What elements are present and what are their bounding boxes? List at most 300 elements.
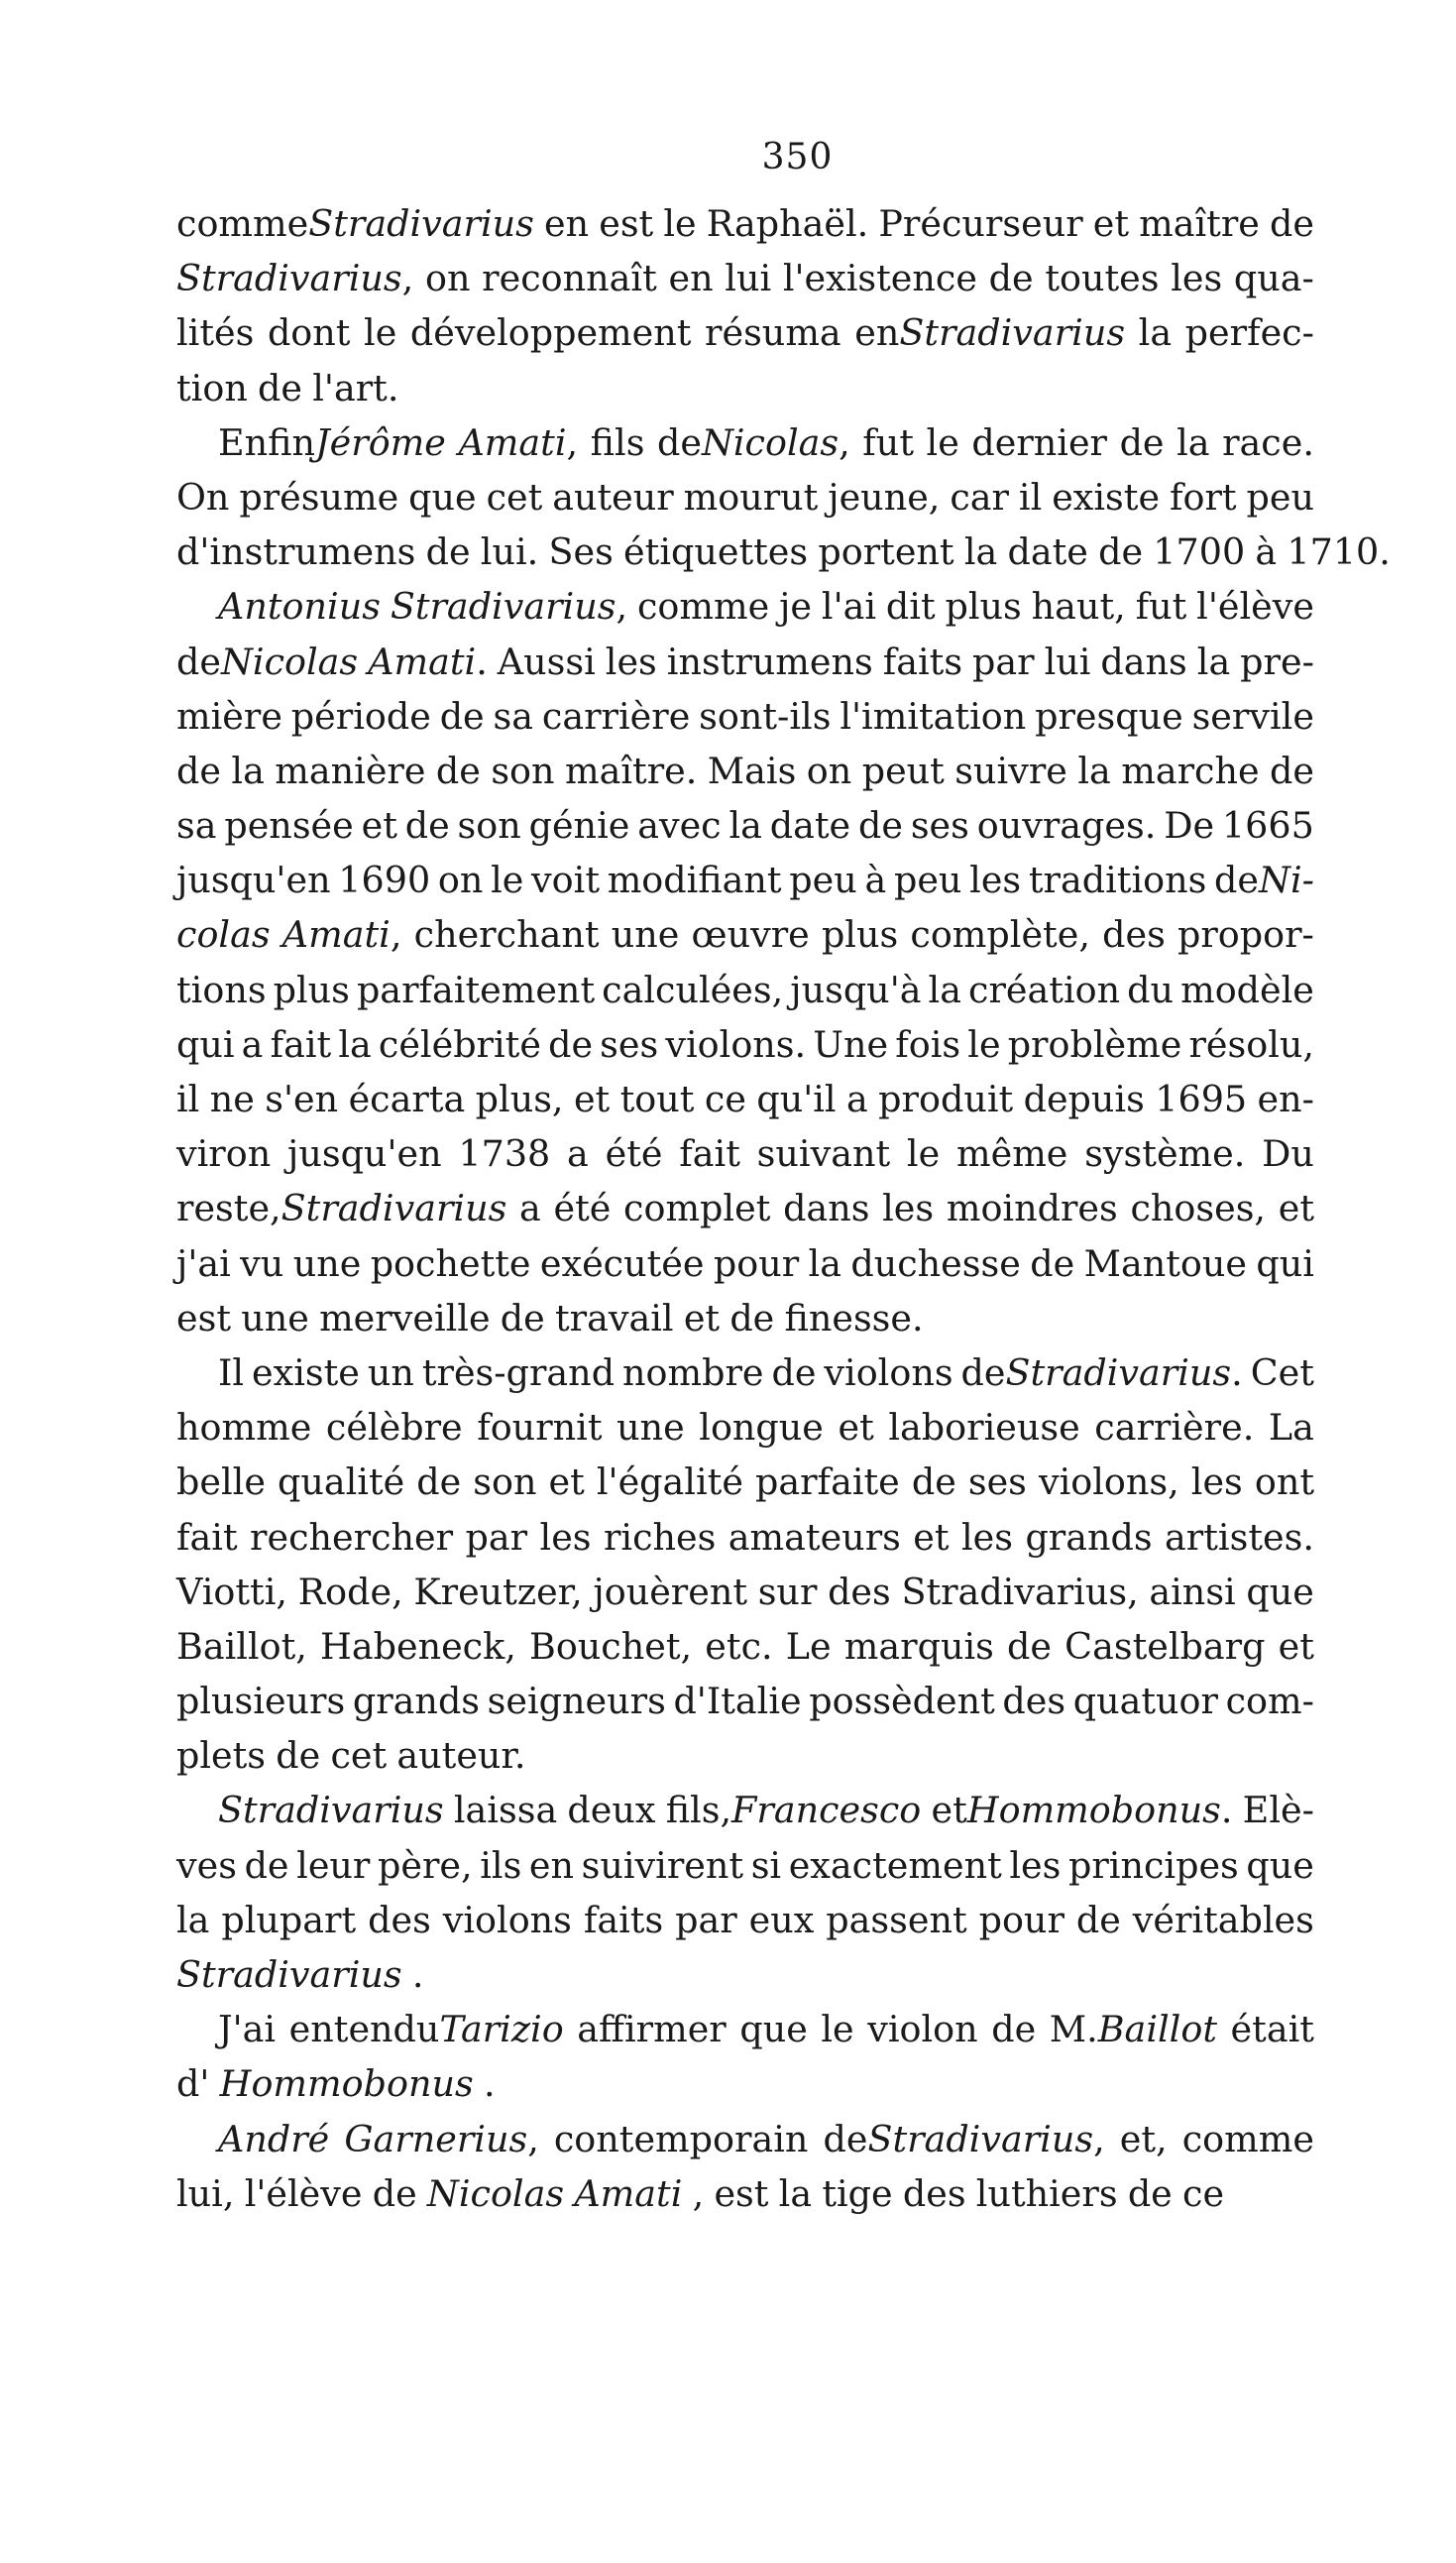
text-line [176,1728,1314,1783]
word: a [846,1078,868,1120]
word: si [750,1843,782,1887]
word: de [911,1460,956,1504]
word: , [390,913,402,957]
word: la [778,2171,813,2215]
word: de [858,804,903,848]
word: exactement [788,1843,1002,1887]
word: viron [176,1132,272,1176]
word: entendu [288,2008,440,2051]
word: auteur. [396,1734,526,1778]
word: Stradivarius [280,1187,507,1230]
word: l'existence [782,257,977,300]
word: des [828,1570,891,1613]
text-line [176,1838,1314,1893]
word: carrière [541,694,691,738]
word [961,1345,1243,1400]
word: sur [757,1570,818,1613]
word: auteur [552,475,674,519]
word: modifiant [607,859,782,902]
word: mière [176,694,282,738]
text-line [176,2166,1314,2221]
word: ont [1254,1460,1314,1504]
word: lités [176,311,255,355]
word: , [527,2117,539,2160]
word: carrière. [1094,1406,1255,1450]
word [657,421,839,464]
word: fois [895,1022,961,1066]
word: et [573,1078,611,1120]
text-line [176,1947,1314,2002]
word: lui. [480,530,539,574]
word: cet [330,1734,388,1778]
word: son [491,749,555,792]
word: Amati [368,640,477,683]
word: et [838,1406,874,1450]
word: l'égalité [596,1460,743,1504]
word [1050,2002,1217,2056]
word [1214,853,1314,907]
word: de [656,420,702,464]
word: parfaite [754,1460,900,1504]
word: , [566,420,579,464]
text-line [176,305,1314,360]
word: belle [176,1460,266,1504]
word: Francesco [731,1789,922,1832]
word: cherchant [413,913,600,957]
word: reconnaît [482,257,657,300]
word: une [611,913,680,957]
word: période [290,694,431,738]
word: Nicolas [701,420,840,464]
word: contemporain [553,2117,809,2160]
word: faits [882,640,963,683]
word: problème [1007,1022,1182,1066]
word: pre- [1240,640,1314,683]
word: , [616,585,628,629]
text-line [176,1783,1314,1837]
word: principes [1067,1843,1239,1887]
word: étiquettes [623,530,809,574]
word: de [1270,749,1314,792]
word: com- [1225,1680,1314,1723]
word: développement [409,311,692,355]
word: par [465,1515,528,1559]
word: suivant [756,1132,891,1176]
word: son [457,804,521,848]
word: perfec- [1184,311,1314,355]
word [823,2118,1093,2160]
text-line [176,2112,1314,2166]
word: comme [1181,2117,1314,2160]
word: l'élève [244,2171,363,2215]
word: voit [531,859,600,902]
text-line [176,1236,1314,1291]
word: violons [442,1898,572,1941]
word: d'instrumens [176,530,416,574]
word: tout [619,1078,695,1120]
word: le [967,1022,1001,1066]
word: son [473,1460,537,1504]
word: les [961,1515,1014,1559]
word: on [437,859,484,902]
text-line [176,251,1314,305]
word: et [931,1789,967,1832]
word: en [528,1843,575,1887]
word: Stradivarius [176,257,402,300]
word: d' [176,2062,210,2106]
word: eux [748,1898,815,1941]
word [391,579,627,634]
word: plupart [221,1898,357,1941]
text-line [176,1455,1314,1509]
word: le [364,311,397,355]
word: complète, [910,913,1090,957]
word: ils [480,1843,522,1887]
word: , [692,2171,705,2215]
word: de [823,2117,868,2160]
word: véritables [1132,1898,1314,1941]
word: l'art. [312,366,399,409]
word: suivre [954,749,1067,792]
word: un [367,1350,414,1394]
word: que [1246,1843,1314,1887]
word [931,1783,1232,1837]
word: de [439,694,485,738]
word: portent [818,530,954,574]
word: presque [1035,694,1183,738]
word: de [1214,859,1260,902]
word: génie [528,804,630,848]
word: les [1171,257,1223,300]
paragraph-p2 [176,415,1391,580]
word: la [1176,420,1210,464]
paragraph-p1 [176,196,1314,415]
word: Il [218,1350,245,1394]
word: de [729,1296,775,1340]
word: la [808,1241,841,1285]
word: qu'il [756,1078,837,1120]
word: seigneurs [487,1680,666,1723]
word: modèle [1180,968,1314,1011]
word [176,196,534,251]
word: il [1018,475,1043,519]
word: et [361,804,397,848]
word: , [401,257,414,300]
word [218,415,446,470]
word: deux [567,1789,656,1832]
word: les [605,640,657,683]
word [176,1181,506,1235]
word: de [176,749,221,792]
word: est [599,202,654,245]
word: le [926,420,959,464]
word: des [902,2171,966,2215]
word: de [960,1350,1006,1394]
text-line [176,907,1314,962]
word: Enfin [218,420,316,464]
word: Baillot, [176,1624,307,1668]
word: j'ai [176,1241,231,1285]
word: Amati [281,913,391,957]
word: Rode, [297,1570,403,1613]
word [368,635,488,689]
text-line [176,963,1314,1017]
word: Le [785,1624,832,1668]
word [666,1783,922,1837]
word: à [1255,530,1278,574]
word: toutes [1045,257,1160,300]
word: de [258,366,303,409]
word: les [1190,1460,1243,1504]
word: d'Italie [673,1680,802,1723]
word: de [435,749,481,792]
word [282,907,402,962]
word: Raphaël. [706,202,869,245]
word: père, [377,1843,473,1887]
word: , [839,420,850,464]
word: servile [1191,694,1314,738]
word: cet [486,475,543,519]
word: le [906,1132,941,1176]
word: Baillot [1097,2008,1217,2051]
word: de [1007,1624,1053,1668]
word: pour [713,1241,800,1285]
word: est [714,2171,769,2215]
word: pensée [224,804,354,848]
word: , [1093,2117,1105,2160]
word: que [739,2008,808,2051]
word: artistes. [1165,1515,1314,1559]
word: propor- [1176,913,1314,957]
word: Tarizio [439,2008,564,2051]
word: et [1092,202,1130,245]
word: riches [603,1515,717,1559]
word: la [928,968,961,1011]
word: jouèrent [593,1570,748,1613]
word: . [483,2062,496,2106]
word: moindres [946,1187,1118,1230]
text-line [176,1345,1314,1400]
word [289,2002,564,2056]
word: une [292,1241,362,1285]
word: grands [1025,1515,1153,1559]
word: On [176,475,230,519]
word: jusqu'en [176,859,331,902]
word: la [1196,640,1231,683]
word: rechercher [250,1515,454,1559]
word: ce [1182,2171,1225,2215]
word: luthiers [975,2171,1118,2215]
word: a [567,1132,589,1176]
word: jeune, [828,475,941,519]
word: 1710. [1287,530,1391,574]
word: Ni- [1259,859,1314,902]
word: choses, [1130,1187,1267,1230]
word: Cet [1250,1350,1314,1394]
text-line [176,470,1314,524]
word: Stradivarius [176,1953,402,1996]
word: les [1009,1843,1062,1887]
word: comme [176,202,309,245]
word: fait [176,1515,238,1559]
word: violons, [1038,1460,1179,1504]
word: Kreutzer, [413,1570,583,1613]
word: marche [1121,749,1260,792]
word: célébrité [378,1022,541,1066]
word: la [1077,749,1111,792]
word: instrumens [666,640,873,683]
word: la [176,1898,210,1941]
word: Du [1262,1132,1314,1176]
word: présume [239,475,399,519]
text-line [176,196,1314,251]
paragraph-p7 [176,2112,1314,2221]
text-line [176,361,1314,415]
word: leur [296,1843,371,1887]
word: de [1030,1241,1075,1285]
word: passent [826,1898,967,1941]
word: Viotti, [176,1570,287,1613]
paragraph-p5 [176,1783,1314,2002]
word: J'ai [218,2008,277,2051]
word: fournit [477,1406,603,1450]
word: possèdent [809,1680,995,1723]
word: de [1127,2171,1173,2215]
word: . [411,1953,424,1996]
word: les [969,859,1022,902]
word: la [963,530,998,574]
word: . [1220,1789,1233,1832]
word: par [675,1898,737,1941]
word: haut, [1031,585,1126,629]
word: de [1119,420,1165,464]
word: . [476,640,488,683]
word: était [1230,2008,1314,2051]
word: maître [1139,202,1260,245]
word: fut [862,420,914,464]
word: le [821,2008,854,2051]
word: De [1164,804,1215,848]
word: lui [1044,640,1091,683]
word: Stradivarius [867,2117,1094,2160]
word: fils [590,420,645,464]
word: violons. [665,1022,807,1066]
text-line [176,524,1391,579]
word: ses [910,804,969,848]
word [931,1789,1220,1831]
word: Nicolas [220,640,359,683]
word: reste, [176,1187,281,1230]
word [176,251,413,305]
word: que [1246,1570,1314,1613]
text-line [176,2056,1314,2111]
word: avec [637,804,722,848]
word: car [950,475,1009,519]
word: dit [885,585,936,629]
word: ses [967,1460,1027,1504]
text-line [176,798,1314,853]
word: de [988,257,1034,300]
word: une [241,1296,309,1340]
word: Stradivarius, [901,1570,1139,1613]
word: s'en [265,1078,339,1120]
word: en [668,257,714,300]
word [176,2062,474,2105]
word: quatuor [1072,1680,1218,1723]
word: est [176,1296,231,1340]
word [176,1947,424,2002]
word: Stradivarius [308,202,534,245]
word: je [779,585,813,629]
word: plus, [475,1078,564,1120]
word: de [1098,530,1144,574]
word: la [728,804,762,848]
word: ouvrages. [976,804,1157,848]
word: fut [1135,585,1187,629]
word: Antonius [218,585,381,629]
word: et [548,1460,585,1504]
word: Mantoue [1083,1241,1247,1285]
word: dernier [971,420,1108,464]
paragraph-p4 [176,1345,1314,1784]
word: plus [945,585,1022,629]
word: tions [176,968,267,1011]
word [176,635,358,689]
word: œuvre [691,913,810,957]
text-line [176,635,1314,689]
word: de [500,1296,545,1340]
word: maître. [564,749,698,792]
word: tige [822,2171,893,2215]
word: lui [725,257,772,300]
word [657,415,850,470]
word: mourut [683,475,819,519]
word: création [968,968,1121,1011]
word: André [218,2117,330,2160]
word: résuma [705,311,841,355]
word: de [991,2008,1037,2051]
word: a [519,1187,541,1230]
word: 1738 [458,1132,551,1176]
word: l'élève [1196,585,1314,629]
word: parfaitement [356,968,596,1011]
text-line [176,579,1314,634]
word: fait [270,1022,332,1066]
word: ce [704,1078,746,1120]
word: sa [493,694,534,738]
word: exécutée [539,1241,705,1285]
word: Garnerius [344,2117,528,2160]
word: l'ai [821,585,877,629]
word: lui, [176,2171,235,2215]
word [961,1351,1232,1394]
word: calculées, [602,968,784,1011]
word: La [1268,1406,1314,1450]
word: de [404,804,450,848]
word: plus [821,913,899,957]
word: vu [240,1241,284,1285]
paragraph-p6 [176,2002,1314,2111]
word: des [1002,1680,1066,1723]
word: été [605,1132,663,1176]
word: des [1102,913,1166,957]
text-line [176,1893,1314,1947]
word: Hommobonus [966,1789,1221,1832]
word: Hommobonus [219,2062,474,2106]
word: en [544,202,590,245]
word: qui [1256,1241,1314,1285]
word: colas [176,913,271,957]
